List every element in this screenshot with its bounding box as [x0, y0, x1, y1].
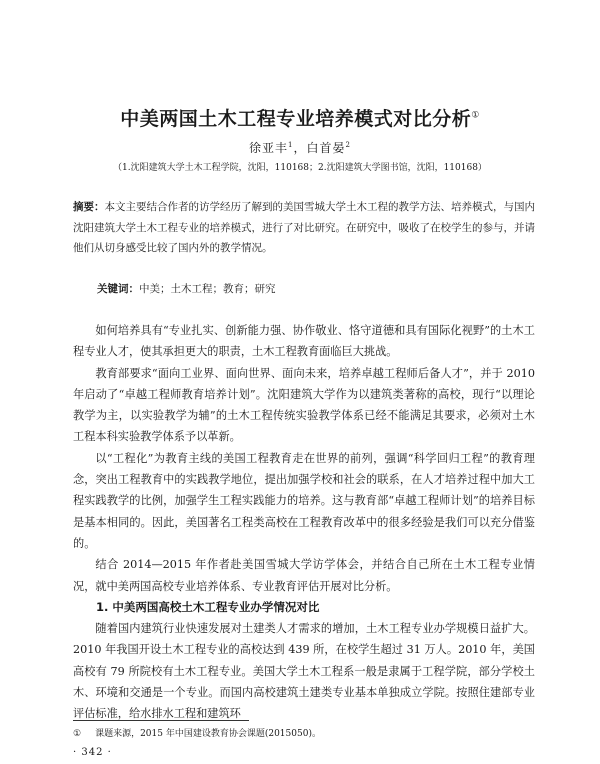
abstract-text: 本文主要结合作者的访学经历了解到的美国雪城大学土木工程的教学方法、培养模式，与国内沈阳建筑大学土木工程专业的培养模式，进行了对比研究。在研究中，吸收了在校学生的参与，并请他们从切身感受比较了国内外的教学情况。	[73, 201, 535, 254]
keywords-text: 中美；土木工程；教育；研究	[139, 283, 276, 295]
section-heading-1: 1. 中美两国高校土木工程专业办学情况对比	[96, 599, 320, 614]
page-number: · 342 ·	[73, 747, 112, 758]
author-name-1: 徐亚丰	[249, 141, 289, 155]
author-affiliation-marker-1: 1	[288, 141, 294, 149]
author-affiliation-marker-2: 2	[345, 141, 351, 149]
footnote-divider	[73, 720, 249, 721]
body-paragraph-3: 以“工程化”为教育主线的美国工程教育走在世界的前列，强调“科学回归工程”的教育理念，突出工程教育中的实践教学地位，提出加强学校和社会的联系，在人才培养过程中加大工程实践教学的比例，加强学生工程实践能力的培养。这与教育部“卓越工程师计划”的培养目标是基本相同的。因此，美国著名工程类高校在工程教育改革中的很多经验是我们可以充分借鉴的。	[73, 451, 535, 550]
author-name-2: 白首晏	[306, 141, 346, 155]
keywords-label: 关键词：	[97, 283, 139, 295]
footnote-text: 课题来源，2015 年中国建设教育协会课题(2015050)。	[95, 729, 321, 739]
abstract-block	[73, 197, 535, 259]
section-1-paragraph: 随着国内建筑行业快速发展对土建类人才需求的增加，土木工程专业办学规模日益扩大。2010 年我国开设土木工程专业的高校达到 439 所，在校学生超过 31 万人。2010 年，美国高校有 79 所院校有土木工程专业。美国大学土木工程系一般是隶属于工程学院，部分学校土木、环境和交通是一个专业。而国内高校建筑土建类专业基本单独成立学院。按照住建部专业评估标准，给水排水工程和建筑环	[73, 622, 535, 721]
footnote	[73, 727, 535, 741]
body-paragraph-2: 教育部要求“面向工业界、面向世界、面向未来，培养卓越工程师后备人才”，并于 2010 年启动了“卓越工程师教育培养计划”。沈阳建筑大学作为以建筑类著称的高校，现行“以理论教学为主，以实验教学为辅”的土木工程传统实验教学体系已经不能满足其要求，必须对土木工程本科实验教学体系予以革新。	[73, 366, 535, 444]
body-text	[73, 320, 535, 725]
body-paragraph-4: 结合 2014—2015 年作者赴美国雪城大学访学体会，并结合自己所在土木工程专业情况，就中美两国高校专业培养体系、专业教育评估开展对比分析。	[73, 558, 535, 593]
affiliation-line: （1.沈阳建筑大学土木工程学院，沈阳，110168；2.沈阳建筑大学图书馆，沈阳，110168）	[113, 163, 487, 173]
abstract-label: 摘要：	[73, 201, 105, 213]
title-text: 中美两国土木工程专业培养模式对比分析	[120, 108, 472, 130]
author-line	[0, 139, 600, 156]
author-separator: ，	[293, 141, 307, 155]
keywords-block	[97, 280, 527, 298]
body-paragraph-1: 如何培养具有“专业扎实、创新能力强、协作敬业、恪守道德和具有国际化视野”的土木工程专业人才，使其承担更大的职责，土木工程教育面临巨大挑战。	[73, 324, 535, 359]
footnote-marker: ①	[73, 729, 82, 739]
title-footnote-marker: ①	[471, 110, 480, 121]
paper-title	[0, 104, 600, 131]
